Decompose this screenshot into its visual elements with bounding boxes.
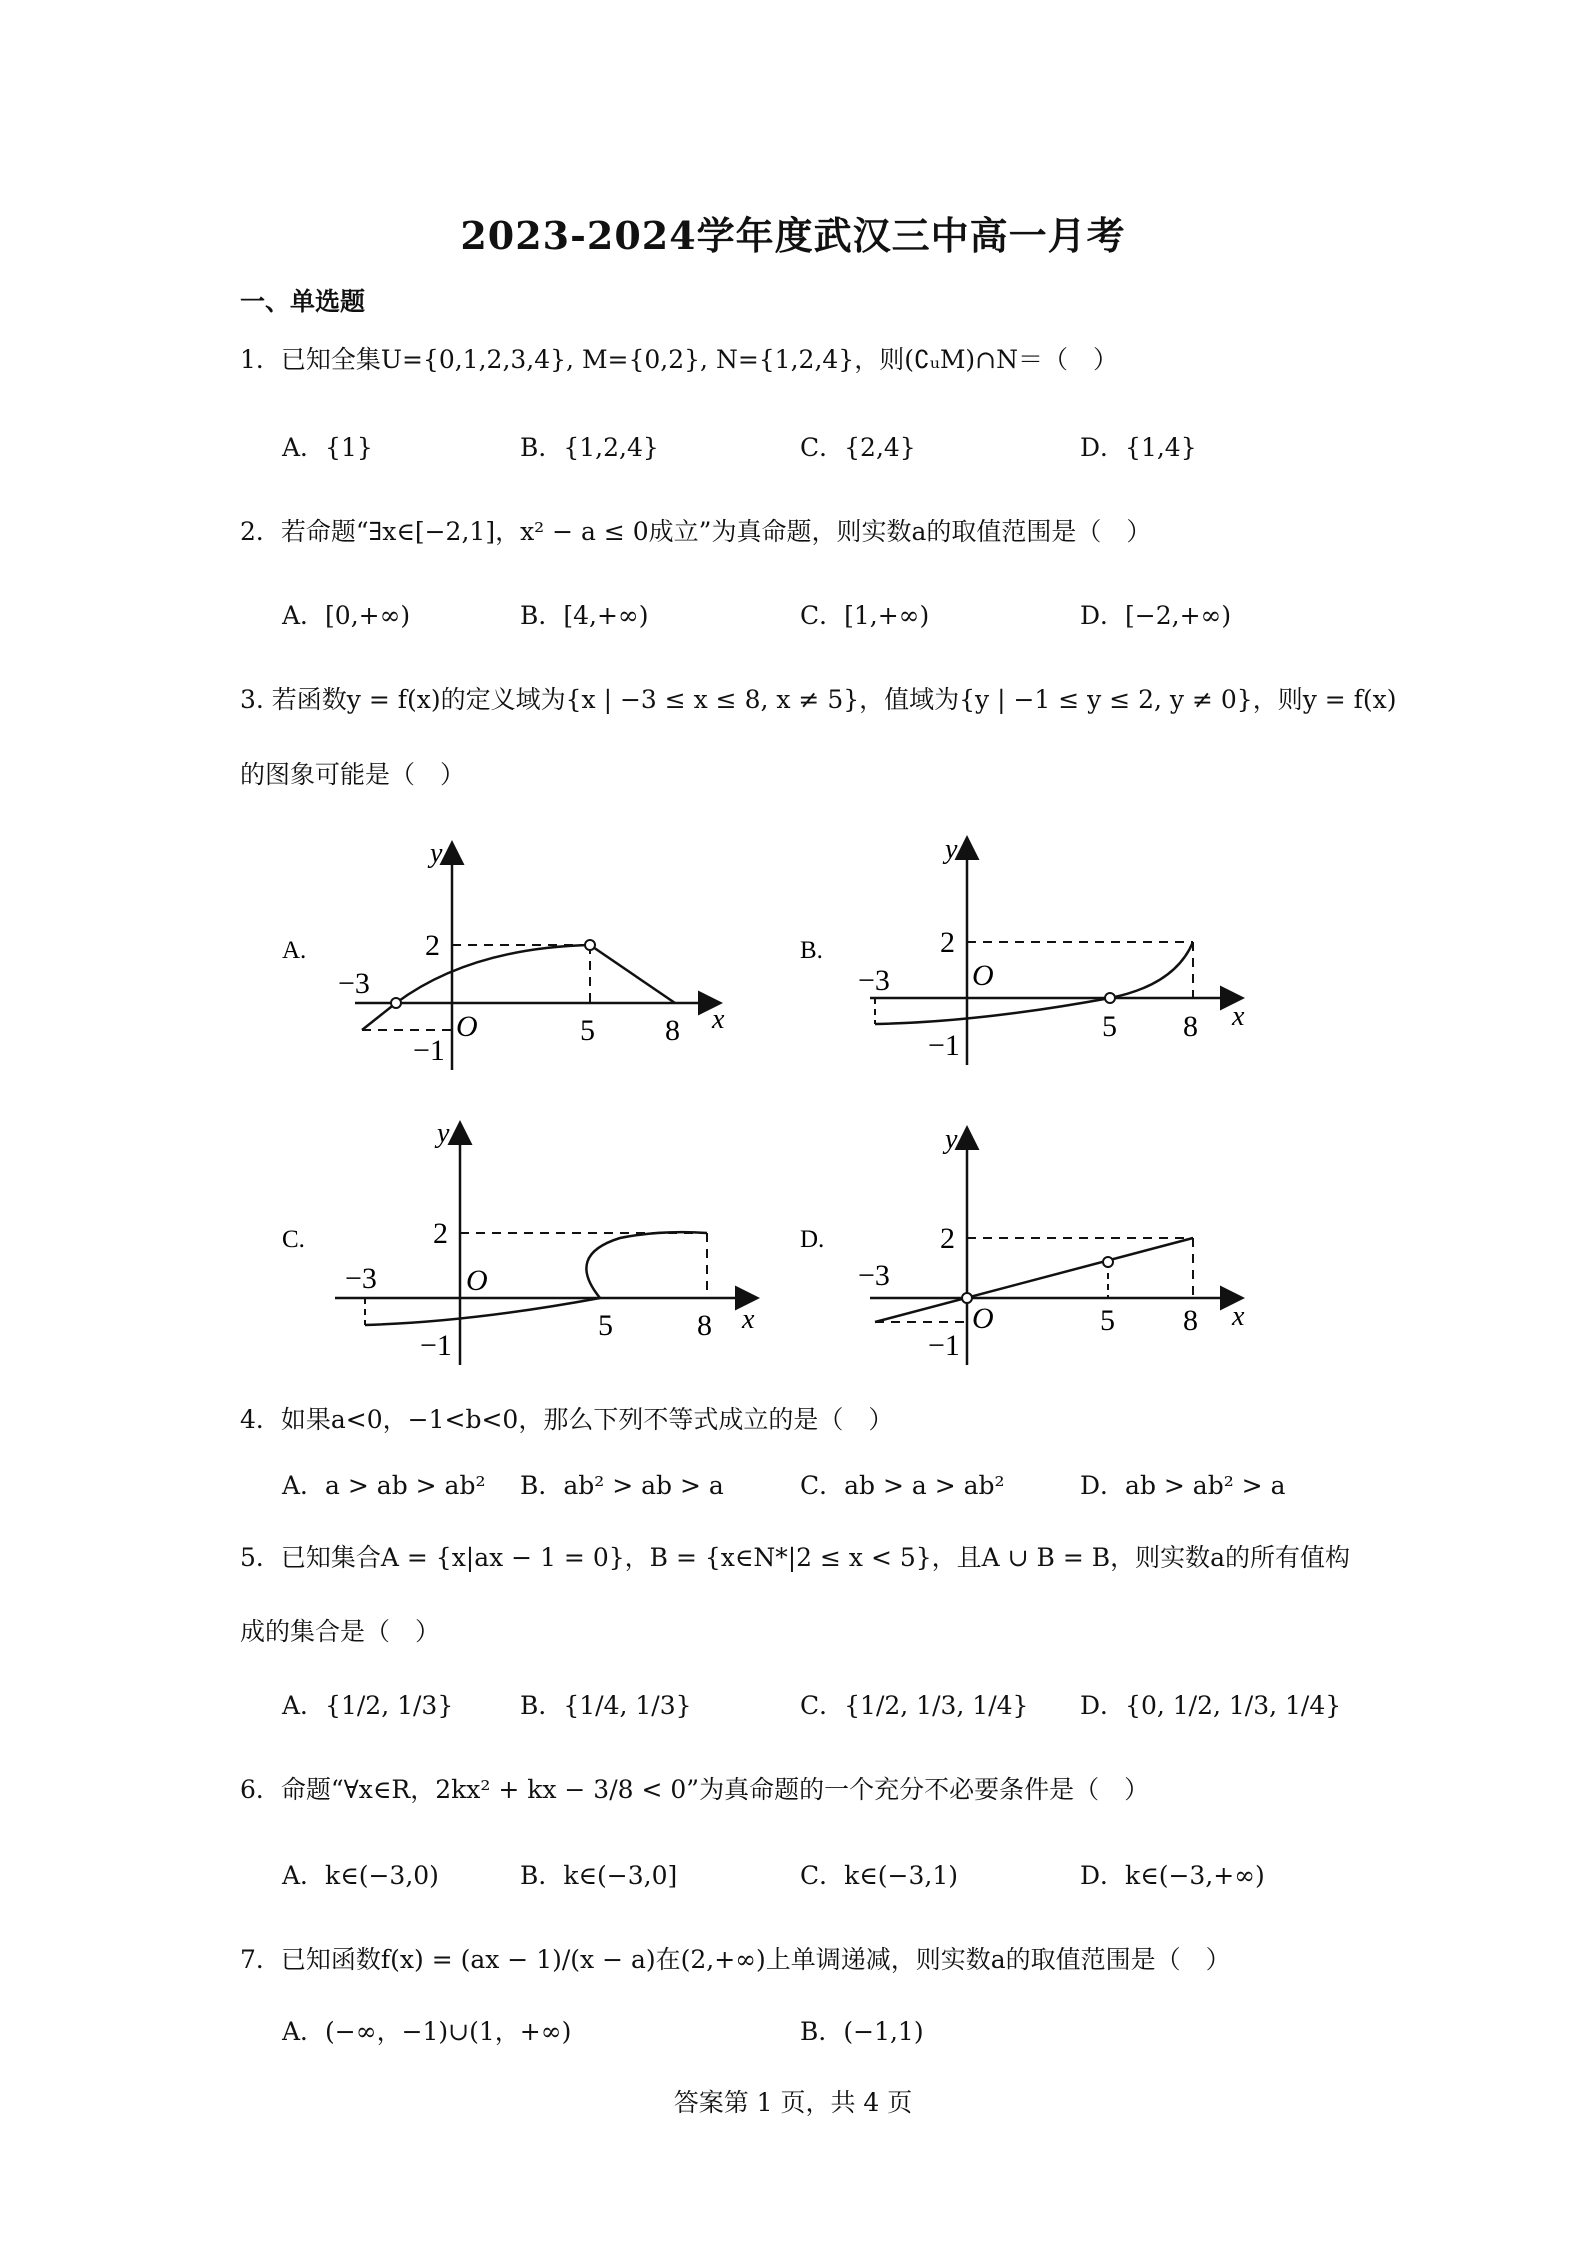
graph-a-tick-5: 5: [580, 1014, 595, 1047]
graph-b-origin: O: [972, 959, 994, 992]
question-5-option-c: C．{1/2, 1/3, 1/4}: [800, 1691, 1029, 1720]
graph-a-x-label: x: [712, 1004, 725, 1035]
question-5-stem-line-2: 成的集合是（ ）: [240, 1617, 441, 1646]
question-5-option-b: B．{1/4, 1/3}: [520, 1691, 692, 1720]
question-2-stem: 2．若命题“∃x∈[−2,1]，x² − a ≤ 0成立”为真命题，则实数a的取值范围是（ ）: [240, 517, 1152, 546]
graph-c-label: C.: [282, 1226, 305, 1253]
question-2-option-a: A．[0,+∞): [282, 601, 411, 630]
question-7-stem: 7．已知函数f(x) = (ax − 1)/(x − a)在(2,+∞)上单调递减，则实数a的取值范围是（ ）: [240, 1945, 1231, 1974]
question-1-option-b: B．{1,2,4}: [520, 433, 659, 462]
graph-d-tick-2: 2: [940, 1222, 955, 1255]
graph-c-tick-5: 5: [598, 1309, 613, 1342]
graph-b-tick-5: 5: [1102, 1010, 1117, 1043]
graph-d-label: D.: [800, 1226, 825, 1253]
graph-a-tick-neg1: −1: [413, 1034, 445, 1067]
graph-a-tick-8: 8: [665, 1014, 680, 1047]
graph-c-tick-neg3: −3: [345, 1262, 377, 1295]
question-6-option-c: C．k∈(−3,1): [800, 1861, 958, 1890]
question-6-option-a: A．k∈(−3,0): [282, 1861, 439, 1890]
question-5-option-a: A．{1/2, 1/3}: [282, 1691, 454, 1720]
graph-a-tick-neg3: −3: [338, 967, 370, 1000]
graph-a: [282, 838, 725, 1070]
graph-d: [800, 1124, 1245, 1365]
question-6-stem: 6．命题“∀x∈R，2kx² + kx − 3/8 < 0”为真命题的一个充分不必要条件是（ ）: [240, 1775, 1150, 1804]
graph-c-y-label: y: [437, 1118, 450, 1149]
question-1-option-d: D．{1,4}: [1080, 433, 1197, 462]
graph-d-y-label: y: [945, 1124, 958, 1155]
graph-b-x-label: x: [1232, 1001, 1245, 1032]
question-4-stem: 4．如果a<0，−1<b<0，那么下列不等式成立的是（ ）: [240, 1405, 894, 1434]
graph-d-tick-8: 8: [1183, 1304, 1198, 1337]
graph-b-tick-8: 8: [1183, 1010, 1198, 1043]
question-2-option-b: B．[4,+∞): [520, 601, 649, 630]
question-1-option-c: C．{2,4}: [800, 433, 916, 462]
graph-c: [282, 1118, 755, 1365]
question-7-option-b: B．(−1,1): [800, 2017, 924, 2046]
graph-a-origin: O: [456, 1010, 478, 1043]
graph-b-tick-neg1: −1: [928, 1029, 960, 1062]
graph-a-label: A.: [282, 937, 307, 964]
graph-b: [800, 834, 1245, 1065]
question-4-option-d: D．ab > ab² > a: [1080, 1471, 1286, 1500]
graph-c-x-label: x: [742, 1304, 755, 1335]
page-footer: 答案第 1 页，共 4 页: [673, 2088, 913, 2117]
question-6-option-b: B．k∈(−3,0]: [520, 1861, 678, 1890]
question-4-option-c: C．ab > a > ab²: [800, 1471, 1005, 1500]
graph-d-origin: O: [972, 1302, 994, 1335]
graph-b-y-label: y: [945, 834, 958, 865]
graph-c-origin: O: [466, 1264, 488, 1297]
question-4-option-a: A．a > ab > ab²: [282, 1471, 486, 1500]
graph-b-label: B.: [800, 937, 823, 964]
question-7-option-a: A．(−∞，−1)∪(1，+∞): [282, 2017, 572, 2046]
question-2-option-c: C．[1,+∞): [800, 601, 930, 630]
question-1-option-a: A．{1}: [282, 433, 373, 462]
graph-d-tick-neg3: −3: [858, 1259, 890, 1292]
graph-d-tick-5: 5: [1100, 1304, 1115, 1337]
graph-b-tick-2: 2: [940, 926, 955, 959]
question-3-stem-line-2: 的图象可能是（ ）: [240, 760, 466, 789]
question-5-option-d: D．{0, 1/2, 1/3, 1/4}: [1080, 1691, 1342, 1720]
question-4-option-b: B．ab² > ab > a: [520, 1471, 724, 1500]
graph-d-tick-neg1: −1: [928, 1329, 960, 1362]
graph-c-tick-8: 8: [697, 1309, 712, 1342]
question-6-option-d: D．k∈(−3,+∞): [1080, 1861, 1265, 1890]
question-5-stem-line-1: 5．已知集合A = {x|ax − 1 = 0}，B = {x∈N*|2 ≤ x < 5}，且A ∪ B = B，则实数a的所有值构: [240, 1543, 1351, 1572]
section-heading: 一、单选题: [240, 287, 366, 316]
question-3-stem-line-1: 3. 若函数y = f(x)的定义域为{x | −3 ≤ x ≤ 8, x ≠ 5}，值域为{y | −1 ≤ y ≤ 2, y ≠ 0}，则y = f(x): [240, 685, 1397, 714]
document-title: 2023-2024学年度武汉三中高一月考: [460, 213, 1126, 258]
question-2-option-d: D．[−2,+∞): [1080, 601, 1232, 630]
graph-a-tick-2: 2: [425, 929, 440, 962]
question-1-stem: 1．已知全集U={0,1,2,3,4}, M={0,2}, N={1,2,4}，则(∁ᵤM)∩N＝（ ）: [240, 345, 1119, 374]
graph-c-tick-neg1: −1: [420, 1329, 452, 1362]
graph-c-tick-2: 2: [433, 1217, 448, 1250]
graph-a-y-label: y: [430, 838, 443, 869]
graph-d-x-label: x: [1232, 1301, 1245, 1332]
graph-b-tick-neg3: −3: [858, 964, 890, 997]
